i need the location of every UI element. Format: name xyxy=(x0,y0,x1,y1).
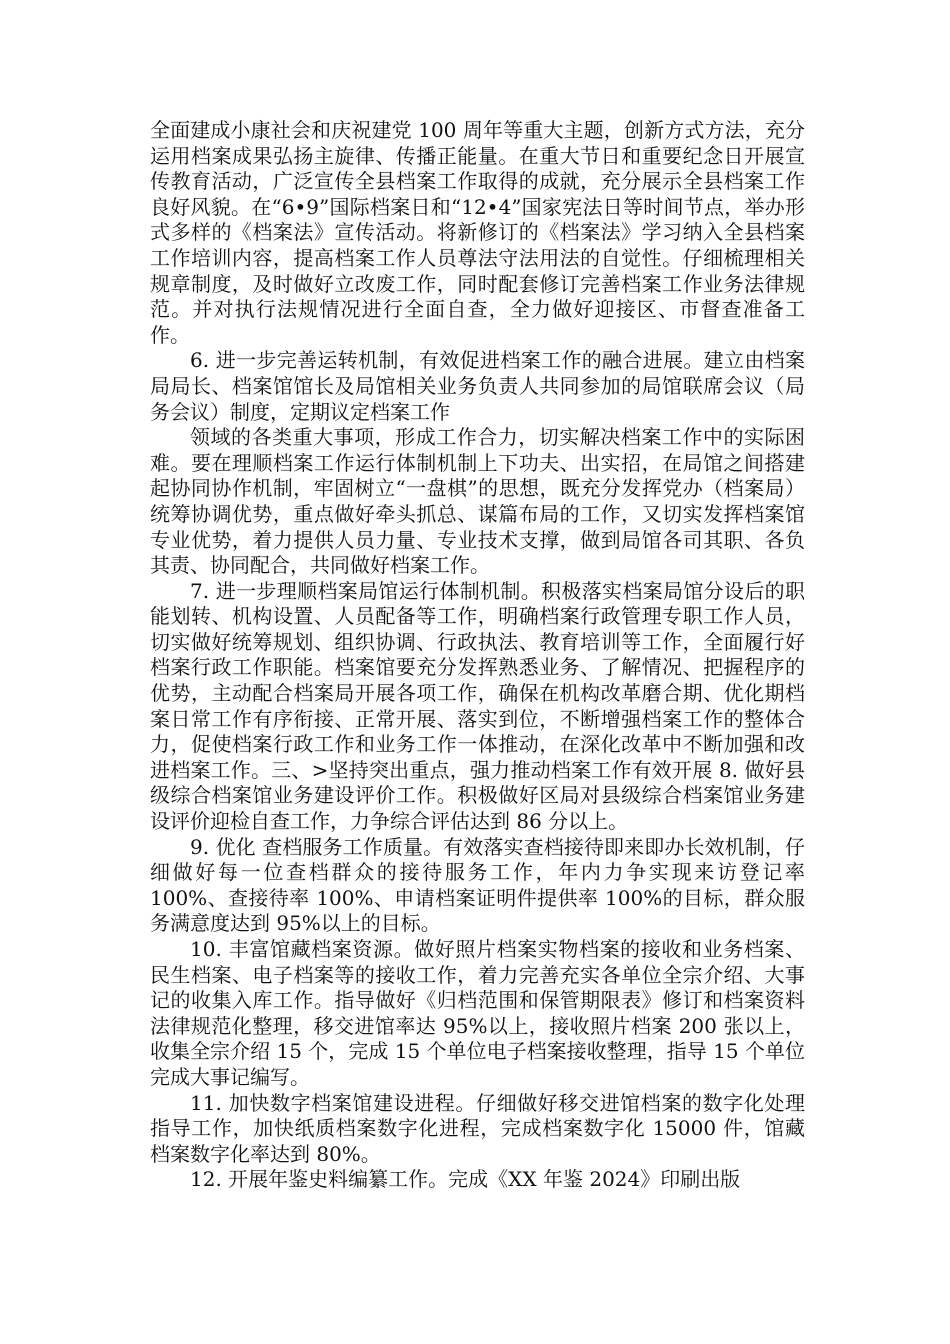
paragraph-7: 11. 加快数字档案馆建设进程。仔细做好移交进馆档案的数字化处理指导工作，加快纸质档案数字化进程，完成档案数字化 15000 件，馆藏档案数字化率达到 80%。 xyxy=(150,1090,805,1166)
paragraph-1: 全面建成小康社会和庆祝建党 100 周年等重大主题，创新方式方法，充分运用档案成果弘扬主旋律、传播正能量。在重大节日和重要纪念日开展宣传教育活动，广泛宣传全县档案工作取得的成就，充分展示全县档案工作良好风貌。在“6•9”国际档案日和“12•4”国家宪法日等时间节点，举办形式多样的《档案法》宣传活动。将新修订的《档案法》学习纳入全县档案工作培训内容，提高档案工作人员尊法守法用法的自觉性。仔细梳理相关规章制度，及时做好立改废工作，同时配套修订完善档案工作业务法律规范。并对执行法规情况进行全面自查，全力做好迎接区、市督查准备工作。 xyxy=(150,118,805,347)
document-page xyxy=(150,118,805,1193)
paragraph-8: 12. 开展年鉴史料编纂工作。完成《XX 年鉴 2024》印刷出版 xyxy=(190,1167,741,1192)
paragraph-6: 10. 丰富馆藏档案资源。做好照片档案实物档案的接收和业务档案、民生档案、电子档案等的接收工作，着力完善充实各单位全宗介绍、大事记的收集入库工作。指导做好《归档范围和保管期限表》修订和档案资料法律规范化整理，移交进馆率达 95%以上，接收照片档案 200 张以上，收集全宗介绍 15 个，完成 15 个单位电子档案接收整理，指导 15 个单位完成大事记编写。 xyxy=(150,937,805,1089)
paragraph-3: 领域的各类重大事项，形成工作合力，切实解决档案工作中的实际困难。要在理顺档案工作运行体制机制上下功夫、出实招，在局馆之间搭建起协同协作机制，牢固树立“一盘棋”的思想，既充分发挥党办（档案局）统筹协调优势，重点做好牵头抓总、谋篇布局的工作，又切实发挥档案馆专业优势，着力提供人员力量、专业技术支撑，做到局馆各司其职、各负其责、协同配合，共同做好档案工作。 xyxy=(150,425,805,578)
paragraph-5: 9. 优化 查档服务工作质量。有效落实查档接待即来即办长效机制，仔细做好每一位查档群众的接待服务工作，年内力争实现来访登记率 100%、查接待率 100%、申请档案证明件提供率 100%的目标，群众服务满意度达到 95%以上的目标。 xyxy=(150,834,805,936)
paragraph-2: 6. 进一步完善运转机制，有效促进档案工作的融合进展。建立由档案局局长、档案馆馆长及局馆相关业务负责人共同参加的局馆联席会议（局务会议）制度，定期议定档案工作 xyxy=(150,348,805,424)
paragraph-4: 7. 进一步理顺档案局馆运行体制机制。积极落实档案局馆分设后的职能划转、机构设置、人员配备等工作，明确档案行政管理专职工作人员，切实做好统筹规划、组织协调、行政执法、教育培训等工作，全面履行好档案行政工作职能。档案馆要充分发挥熟悉业务、了解情况、把握程序的优势，主动配合档案局开展各项工作，确保在机构改革磨合期、优化期档案日常工作有序衔接、正常开展、落实到位，不断增强档案工作的整体合力，促使档案行政工作和业务工作一体推动，在深化改革中不断加强和改进档案工作。三、>坚持突出重点，强力推动档案工作有效开展 8. 做好县级综合档案馆业务建设评价工作。积极做好区局对县级综合档案馆业务建设评价迎检自查工作，力争综合评估达到 86 分以上。 xyxy=(150,578,805,834)
